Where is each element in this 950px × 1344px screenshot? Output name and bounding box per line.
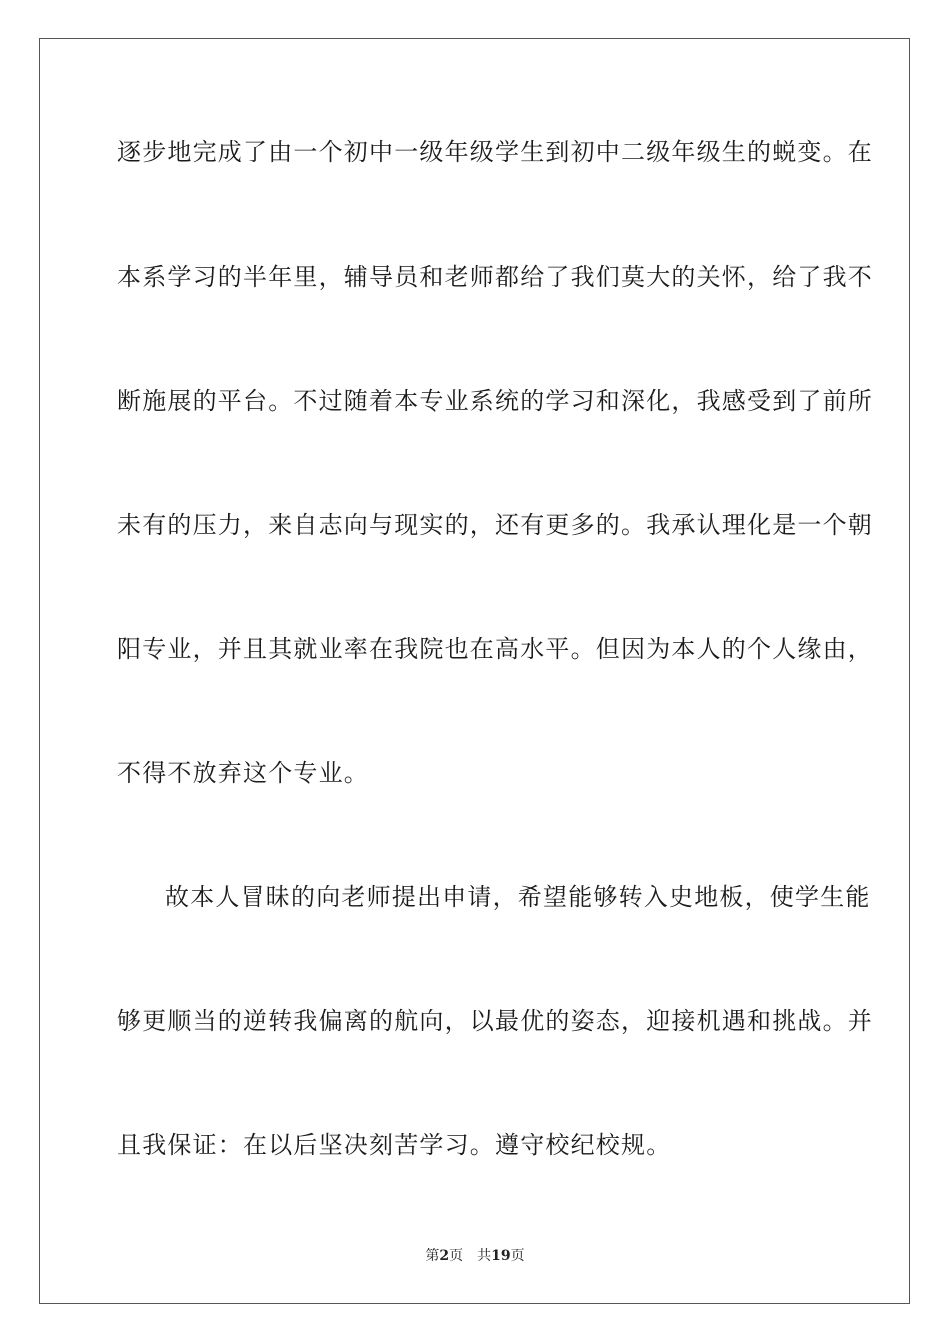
body-text-line: 未有的压力，来自志向与现实的，还有更多的。我承认理化是一个朝	[117, 511, 873, 539]
body-text-line: 够更顺当的逆转我偏离的航向，以最优的姿态，迎接机遇和挑战。并	[117, 1007, 873, 1035]
body-text-line: 逐步地完成了由一个初中一级年级学生到初中二级年级生的蜕变。在	[117, 138, 873, 166]
body-text-line: 不得不放弃这个专业。	[117, 759, 369, 787]
body-text-line: 阳专业，并且其就业率在我院也在高水平。但因为本人的个人缘由，	[117, 635, 873, 663]
page-label-suffix: 页	[449, 1248, 464, 1264]
page-footer	[0, 1246, 950, 1266]
body-text-line: 断施展的平台。不过随着本专业系统的学习和深化，我感受到了前所	[117, 387, 873, 415]
page-label-prefix: 第	[425, 1248, 440, 1264]
page-border	[39, 38, 910, 1304]
body-text-line: 且我保证：在以后坚决刻苦学习。遵守校纪校规。	[117, 1131, 672, 1159]
body-text-line: 本系学习的半年里，辅导员和老师都给了我们莫大的关怀，给了我不	[117, 263, 873, 291]
total-label-suffix: 页	[510, 1248, 525, 1264]
page-number: 2	[439, 1248, 450, 1264]
total-pages: 19	[491, 1248, 511, 1264]
body-text-line: 故本人冒昧的向老师提出申请，希望能够转入史地板，使学生能	[165, 883, 871, 911]
total-label-prefix: 共	[477, 1248, 492, 1264]
